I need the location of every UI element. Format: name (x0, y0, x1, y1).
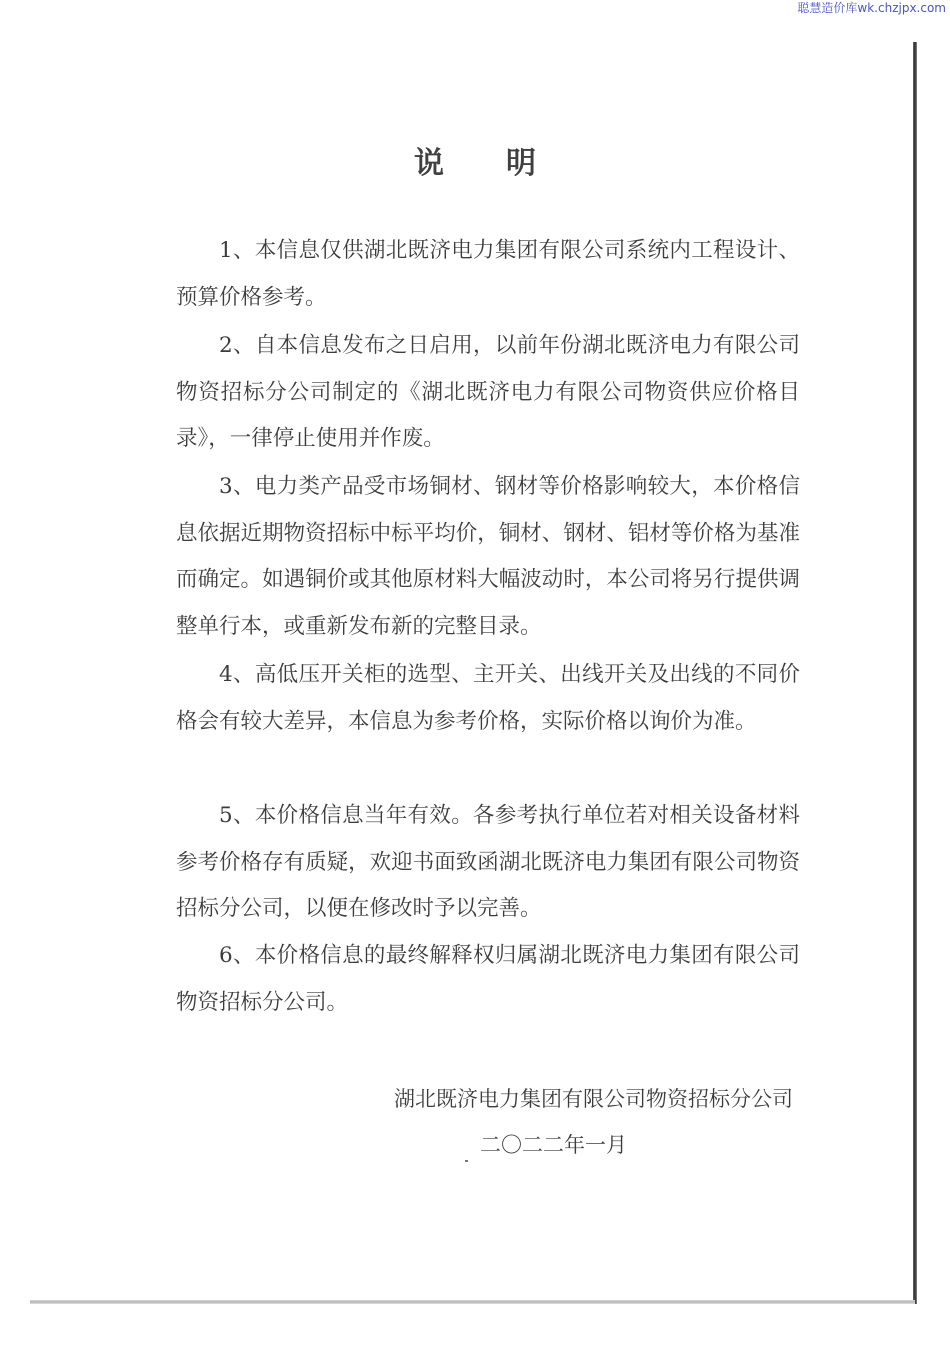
page-right-edge (913, 42, 917, 1304)
note-paragraph-4: 4、高低压开关柜的选型、主开关、出线开关及出线的不同价格会有较大差异，本信息为参考价格，实际价格以询价为准。 (176, 662, 800, 734)
note-paragraph-2: 2、自本信息发布之日启用，以前年份湖北既济电力有限公司物资招标分公司制定的《湖北既济电力有限公司物资供应价格目录》，一律停止使用并作废。 (176, 333, 800, 451)
signature-organization: 湖北既济电力集团有限公司物资招标分公司 (394, 1087, 793, 1111)
note-paragraph-1: 1、本信息仅供湖北既济电力集团有限公司系统内工程设计、预算价格参考。 (176, 238, 800, 310)
signature-date: 二〇二二年一月 (480, 1133, 627, 1157)
watermark-text: 聪慧造价库wk.chzjpx.com (797, 1, 946, 15)
page-title (0, 138, 950, 182)
scan-speck (465, 1160, 468, 1162)
note-paragraph-3: 3、电力类产品受市场铜材、钢材等价格影响较大，本价格信息依据近期物资招标中标平均价，铜材、钢材、铝材等价格为基准而确定。如遇铜价或其他原材料大幅波动时，本公司将另行提供调整单行本，或重新发布新的完整目录。 (176, 474, 800, 639)
note-paragraph-5: 5、本价格信息当年有效。各参考执行单位若对相关设备材料参考价格存有质疑，欢迎书面致函湖北既济电力集团有限公司物资招标分公司，以便在修改时予以完善。 (176, 803, 800, 921)
title-char-2: 明 (506, 146, 536, 181)
title-char-1: 说 (414, 146, 444, 181)
note-paragraph-6: 6、本价格信息的最终解释权归属湖北既济电力集团有限公司物资招标分公司。 (176, 943, 800, 1015)
page-bottom-edge (30, 1300, 915, 1304)
